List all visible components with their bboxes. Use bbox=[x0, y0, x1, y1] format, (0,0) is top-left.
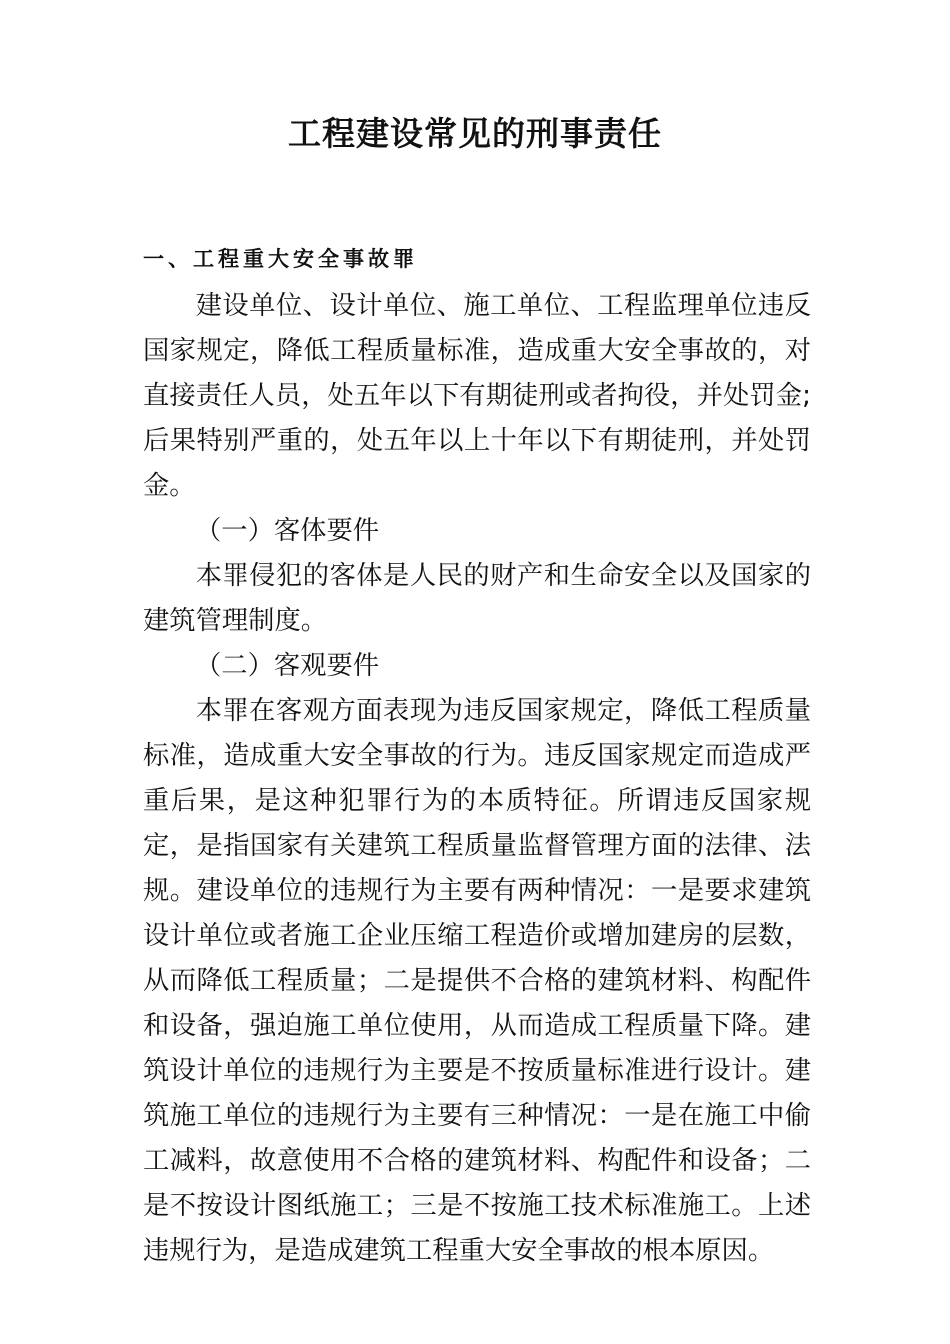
document-body bbox=[143, 284, 811, 1274]
object-paragraph: 本罪侵犯的客体是人民的财产和生命安全以及国家的建筑管理制度。 bbox=[143, 561, 811, 636]
section-heading: 一、工程重大安全事故罪 bbox=[143, 246, 418, 271]
intro-paragraph: 建设单位、设计单位、施工单位、工程监理单位违反国家规定，降低工程质量标准，造成重大安全事故的，对直接责任人员，处五年以下有期徒刑或者拘役，并处罚金;后果特别严重的，处五年以上十年以下有期徒刑，并处罚金。 bbox=[143, 291, 811, 501]
subsection-heading-objective: （二）客观要件 bbox=[195, 651, 380, 681]
objective-paragraph: 本罪在客观方面表现为违反国家规定，降低工程质量标准，造成重大安全事故的行为。违反国家规定而造成严重后果，是这种犯罪行为的本质特征。所谓违反国家规定，是指国家有关建筑工程质量监督管理方面的法律、法规。建设单位的违规行为主要有两种情况：一是要求建筑设计单位或者施工企业压缩工程造价或增加建房的层数，从而降低工程质量；二是提供不合格的建筑材料、构配件和设备，强迫施工单位使用，从而造成工程质量下降。建筑设计单位的违规行为主要是不按质量标准进行设计。建筑施工单位的违规行为主要有三种情况：一是在施工中偷工减料，故意使用不合格的建筑材料、构配件和设备；二是不按设计图纸施工；三是不按施工技术标准施工。上述违规行为，是造成建筑工程重大安全事故的根本原因。 bbox=[143, 696, 811, 1266]
subsection-heading-object: （一）客体要件 bbox=[195, 516, 380, 546]
document-title: 工程建设常见的刑事责任 bbox=[288, 114, 662, 153]
